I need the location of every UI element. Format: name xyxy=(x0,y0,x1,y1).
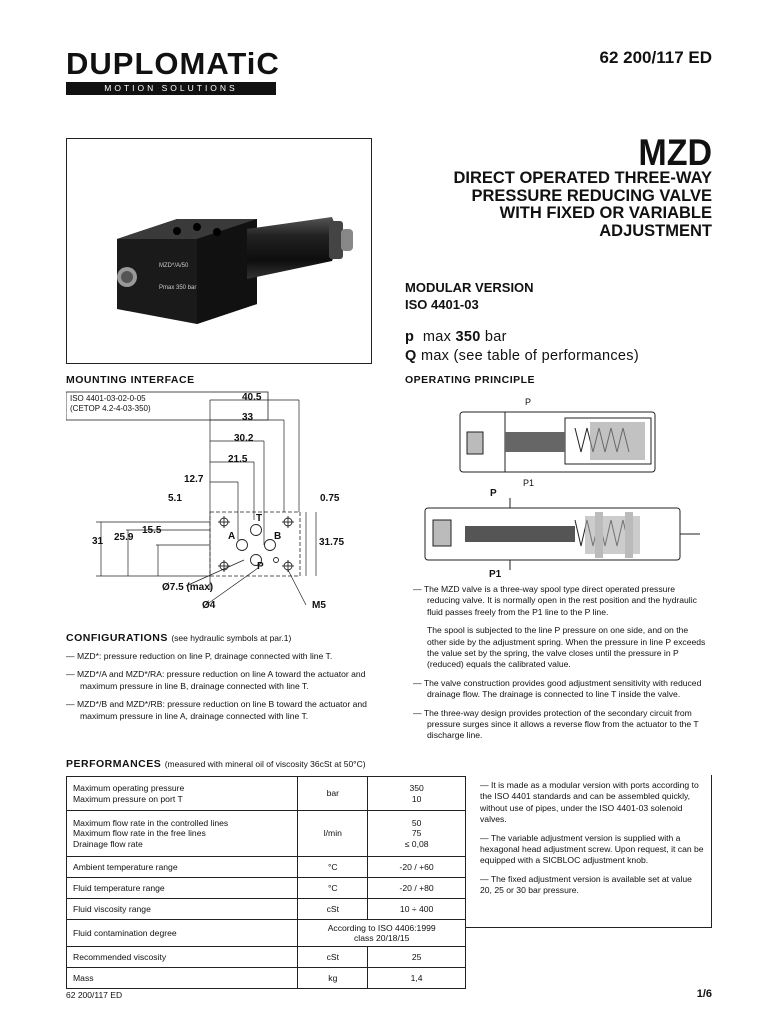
table-cell-unit: °C xyxy=(298,878,368,899)
performances-title xyxy=(66,758,366,770)
table-row xyxy=(67,777,466,811)
table-cell-label: Mass xyxy=(67,968,298,989)
dim-label: 12.7 xyxy=(184,474,204,485)
port-label-b: B xyxy=(274,531,282,542)
table-cell-value: 10 ÷ 400 xyxy=(368,899,466,920)
configurations-note: (see hydraulic symbols at par.1) xyxy=(171,633,292,643)
product-photo xyxy=(66,138,372,364)
operating-paragraph: — The three-way design provides protection of the secondary circuit from pressure surges since it allows a reverse flow from the actuator to the T discharge line. xyxy=(413,707,699,741)
operating-paragraph: The spool is subjected to the line P pressure on one side, and on the other side by the adjustment spring. When the pressure in line P exceeds the value set by the spring, the valve closes until the pressure in P (reduced) equals the calibrated value. xyxy=(427,625,706,670)
dim-label: 5.1 xyxy=(168,493,182,504)
table-cell-label: Fluid contamination degree xyxy=(67,920,298,947)
dim-label: 30.2 xyxy=(234,433,254,444)
table-cell-label: Maximum operating pressure Maximum pressure on port T xyxy=(67,777,298,811)
photo-label-model: MZD*/A/50 xyxy=(159,263,189,269)
mounting-svg xyxy=(66,390,396,630)
table-row xyxy=(67,947,466,968)
logo-tagline: MOTION SOLUTIONS xyxy=(66,82,276,95)
table-cell-value: 50 75 ≤ 0,08 xyxy=(368,811,466,857)
mounting-standard xyxy=(70,394,151,414)
operating-title: OPERATING PRINCIPLE xyxy=(405,374,536,386)
footer-doc-number: 62 200/117 ED xyxy=(66,990,123,1000)
operating-principle-drawing xyxy=(405,388,713,580)
dim-label: 40.5 xyxy=(242,392,262,403)
q-symbol: Q xyxy=(405,348,417,364)
table-row xyxy=(67,920,466,947)
configuration-item: — MZD*: pressure reduction on line P, drainage connected with line T. xyxy=(66,651,333,661)
hole-label: Ø7.5 (max) xyxy=(162,582,214,593)
dim-label: 15.5 xyxy=(142,525,162,536)
table-row xyxy=(67,878,466,899)
p-unit: bar xyxy=(484,329,507,345)
configurations-heading: CONFIGURATIONS xyxy=(66,632,168,644)
table-cell-unit: °C xyxy=(298,857,368,878)
performances-table-wrap xyxy=(66,776,466,989)
mounting-title: MOUNTING INTERFACE xyxy=(66,374,195,386)
standard-line: ISO 4401-03-02-0-05 xyxy=(70,394,146,403)
port-label: P1 xyxy=(489,569,502,580)
port-label-t: T xyxy=(256,513,263,524)
table-row xyxy=(67,811,466,857)
table-cell-value: 1,4 xyxy=(368,968,466,989)
configurations-title xyxy=(66,632,291,644)
cross-section-svg xyxy=(405,388,713,580)
product-title xyxy=(392,170,712,240)
operating-paragraph: — The variable adjustment version is supplied with a hexagonal head adjustment screw. Upon request, it can be equipped with a SICBLOC adjustment knob. xyxy=(480,832,704,866)
operating-paragraph: — The valve construction provides good adjustment sensitivity with reduced drainage flow. The drainage is connected to line T inside the valve. xyxy=(413,677,702,700)
page-number: 1/6 xyxy=(696,988,712,1000)
document-number: 62 200/117 ED xyxy=(599,48,712,67)
brand-logo xyxy=(66,46,280,95)
operating-paragraph: — The fixed adjustment version is available set at value 20, 25 or 30 bar pressure. xyxy=(480,873,692,896)
table-row xyxy=(67,968,466,989)
port-label: P xyxy=(525,397,532,407)
product-code: MZD xyxy=(638,132,712,173)
operating-text-frame xyxy=(466,775,712,928)
table-cell-label: Maximum flow rate in the controlled lines Maximum flow rate in the free lines Drainage flow rate xyxy=(67,811,298,857)
table-cell-unit: l/min xyxy=(298,811,368,857)
configurations-list xyxy=(66,651,376,729)
version-line: ISO 4401-03 xyxy=(405,297,479,312)
dim-label: 25.9 xyxy=(114,532,134,543)
port-label-p: P xyxy=(257,561,264,572)
title-line: ADJUSTMENT xyxy=(599,221,712,240)
configuration-item: — MZD*/B and MZD*/RB: pressure reduction on line B toward the actuator and maximum pressure in line A, drainage connected with line T. xyxy=(66,699,367,721)
table-row xyxy=(67,899,466,920)
port-label-a: A xyxy=(228,531,236,542)
operating-text-upper xyxy=(413,584,709,749)
operating-paragraph: — It is made as a modular version with ports according to the ISO 4401 standards and can be assembled quickly, without use of pipes, under the ISO 4401-03 solenoid valves. xyxy=(480,780,699,825)
table-cell-value: -20 / +80 xyxy=(368,878,466,899)
port-label: P xyxy=(490,488,497,499)
dim-label: 0.75 xyxy=(320,493,340,504)
dim-label: 33 xyxy=(242,412,254,423)
version-line: MODULAR VERSION xyxy=(405,280,534,295)
table-cell-unit: cSt xyxy=(298,899,368,920)
photo-label-pressure: Pmax 350 bar xyxy=(159,285,197,291)
version-info xyxy=(405,279,534,313)
p-text: max xyxy=(422,329,452,345)
standard-line: (CETOP 4.2-4-03-350) xyxy=(70,404,151,413)
table-cell-value: According to ISO 4406:1999 class 20/18/15 xyxy=(298,920,466,947)
table-cell-unit: kg xyxy=(298,968,368,989)
p-symbol: p xyxy=(405,329,415,345)
table-cell-label: Fluid temperature range xyxy=(67,878,298,899)
performances-note: (measured with mineral oil of viscosity 36cSt at 50°C) xyxy=(164,759,366,769)
table-cell-label: Recommended viscosity xyxy=(67,947,298,968)
table-cell-value: -20 / +60 xyxy=(368,857,466,878)
q-text: max (see table of performances) xyxy=(420,348,639,364)
table-cell-value: 350 10 xyxy=(368,777,466,811)
mounting-interface-drawing xyxy=(66,390,396,630)
logo-wordmark: DUPLOMATiC xyxy=(66,46,280,81)
title-line: DIRECT OPERATED THREE-WAY xyxy=(453,169,712,187)
hole-label: Ø4 xyxy=(202,600,216,611)
table-cell-label: Ambient temperature range xyxy=(67,857,298,878)
dim-label: 31 xyxy=(92,536,104,547)
performances-table xyxy=(66,776,466,989)
hole-label: M5 xyxy=(312,600,326,611)
flow-rating xyxy=(405,347,639,366)
table-cell-value: 25 xyxy=(368,947,466,968)
dim-label: 31.75 xyxy=(319,537,345,548)
table-cell-unit: cSt xyxy=(298,947,368,968)
dim-label: 21.5 xyxy=(228,454,248,465)
max-ratings xyxy=(405,328,639,366)
operating-paragraph: — The MZD valve is a three-way spool type direct operated pressure reducing valve. It is normally open in the rest position and the hydraulic fluid passes freely from the P1 line to the P line. xyxy=(413,584,697,617)
performances-heading: PERFORMANCES xyxy=(66,758,162,770)
pressure-rating xyxy=(405,328,639,347)
title-line: PRESSURE REDUCING VALVE xyxy=(471,186,712,205)
table-cell-unit: bar xyxy=(298,777,368,811)
table-cell-label: Fluid viscosity range xyxy=(67,899,298,920)
valve-image xyxy=(67,139,371,363)
port-label: P1 xyxy=(523,478,535,488)
p-value: 350 xyxy=(455,329,481,345)
title-line: WITH FIXED OR VARIABLE xyxy=(499,204,712,222)
configuration-item: — MZD*/A and MZD*/RA: pressure reduction on line A toward the actuator and maximum pressure in line B, drainage connected with line T. xyxy=(66,669,366,691)
table-row xyxy=(67,857,466,878)
